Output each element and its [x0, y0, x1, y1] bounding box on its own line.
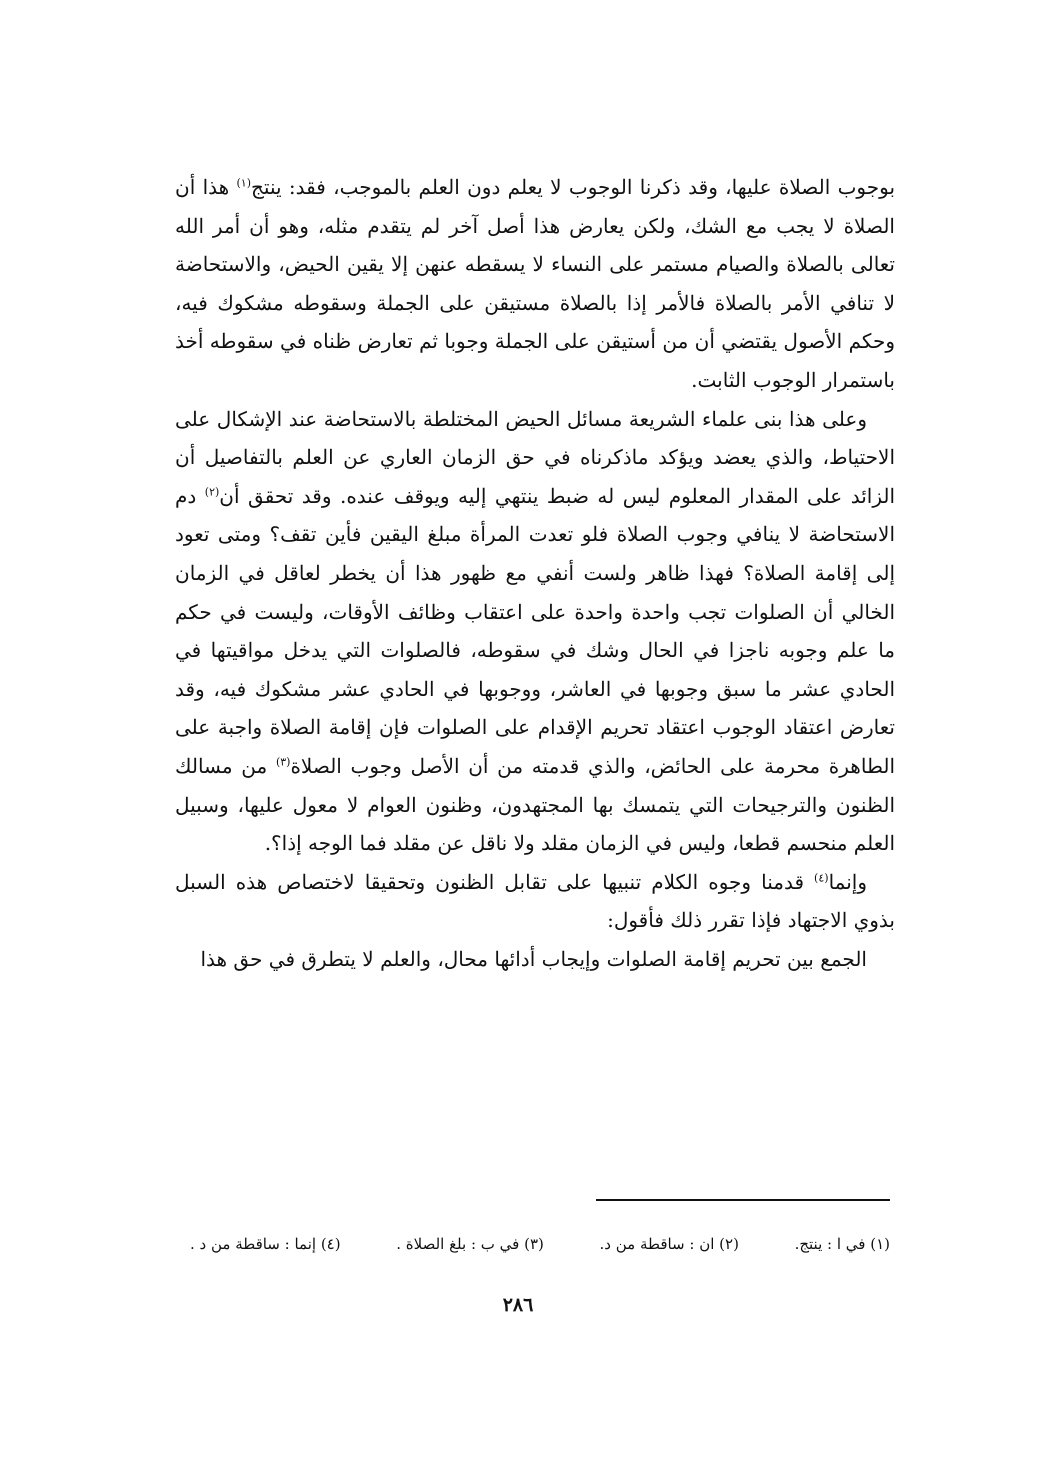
footnote-ref-1: (١) — [236, 176, 252, 190]
footnote-4: (٤) إنما : ساقطة من د . — [190, 1235, 341, 1253]
footnote-ref-4: (٤) — [814, 871, 829, 885]
paragraph-2-text-start: وعلى هذا بنى علماء الشريعة مسائل الحيض المختلطة بالاستحاضة عند الإشكال على الاحتياط، والذي يعضد ويؤكد ماذكرناه في حق الزمان العاري عن العلم بالتفاصيل أن الزائد على المقدار المعلوم ليس له ضبط ينتهي إليه ويوقف عنده. وقد تحقق أن — [175, 406, 896, 508]
paragraph-3 — [175, 863, 895, 940]
paragraph-2 — [175, 400, 895, 863]
paragraph-1-text-start: بوجوب الصلاة عليها، وقد ذكرنا الوجوب لا يعلم دون العلم بالموجب، فقد: ينتج — [251, 175, 896, 199]
paragraph-3-text-end: قدمنا وجوه الكلام تنبيها على تقابل الظنون وتحقيقا لاختصاص هذه السبل بذوي الاجتهاد فإذا تقرر ذلك فأقول: — [175, 869, 895, 933]
page-number: ٢٨٦ — [502, 1294, 534, 1316]
footnote-divider — [596, 1199, 890, 1201]
footnote-2: (٢) ان : ساقطة من د. — [599, 1235, 739, 1253]
paragraph-2-text-middle: دم الاستحاضة لا ينافي وجوب الصلاة فلو تعدت المرأة مبلغ اليقين فأين تقف؟ ومتى تعود إلى إقامة الصلاة؟ فهذا ظاهر ولست أنفي مع ظهور هذا أن يخطر لعاقل في الزمان الخالي أن الصلوات تجب واحدة واحدة على اعتقاب وظائف الأوقات، وليست في حكم ما علم وجوبه ناجزا في الحال وشك في سقوطه، فالصلوات التي يدخل مواقيتها في الحادي عشر ما سبق وجوبها في العاشر، ووجوبها في الحادي عشر مشكوك فيه، وقد تعارض اعتقاد الوجوب اعتقاد تحريم الإقدام على الصلوات فإن إقامة الصلاة واجبة على الطاهرة محرمة على الحائض، والذي قدمته من أن الأصل وجوب الصلاة — [175, 483, 896, 778]
paragraph-4 — [175, 940, 895, 979]
footnote-ref-2: (٢) — [204, 485, 220, 499]
paragraph-1-text-end: هذا أن الصلاة لا يجب مع الشك، ولكن يعارض هذا أصل آخر لم يتقدم مثله، وهو أن أمر الله تعالى بالصلاة والصيام مستمر على النساء لا يسقطه عنهن إلا يقين الحيض، والاستحاضة لا تنافي الأمر بالصلاة فالأمر إذا بالصلاة مستيقن على الجملة وسقوطه مشكوك فيه، وحكم الأصول يقتضي أن من أستيقن على الجملة وجوبا ثم تعارض ظناه في سقوطه أخذ باستمرار الوجوب الثابت. — [175, 175, 895, 392]
paragraph-1 — [175, 168, 895, 400]
footnotes — [190, 1230, 890, 1258]
footnote-ref-3: (٣) — [275, 755, 291, 769]
footnote-3: (٣) في ب : بلغ الصلاة . — [396, 1235, 544, 1253]
body-text — [175, 168, 895, 978]
paragraph-4-text: الجمع بين تحريم إقامة الصلوات وإيجاب أدائها محال، والعلم لا يتطرق في حق هذا — [200, 946, 867, 971]
footnote-1: (١) في ا : ينتج. — [794, 1235, 890, 1253]
paragraph-3-text-start: وإنما — [828, 869, 867, 894]
paragraph-2-text-end: من مسالك الظنون والترجيحات التي يتمسك بها المجتهدون، وظنون العوام لا معول عليها، وسبيل العلم منحسم قطعا، وليس في الزمان مقلد ولا ناقل عن مقلد فما الوجه إذا؟. — [175, 753, 895, 856]
